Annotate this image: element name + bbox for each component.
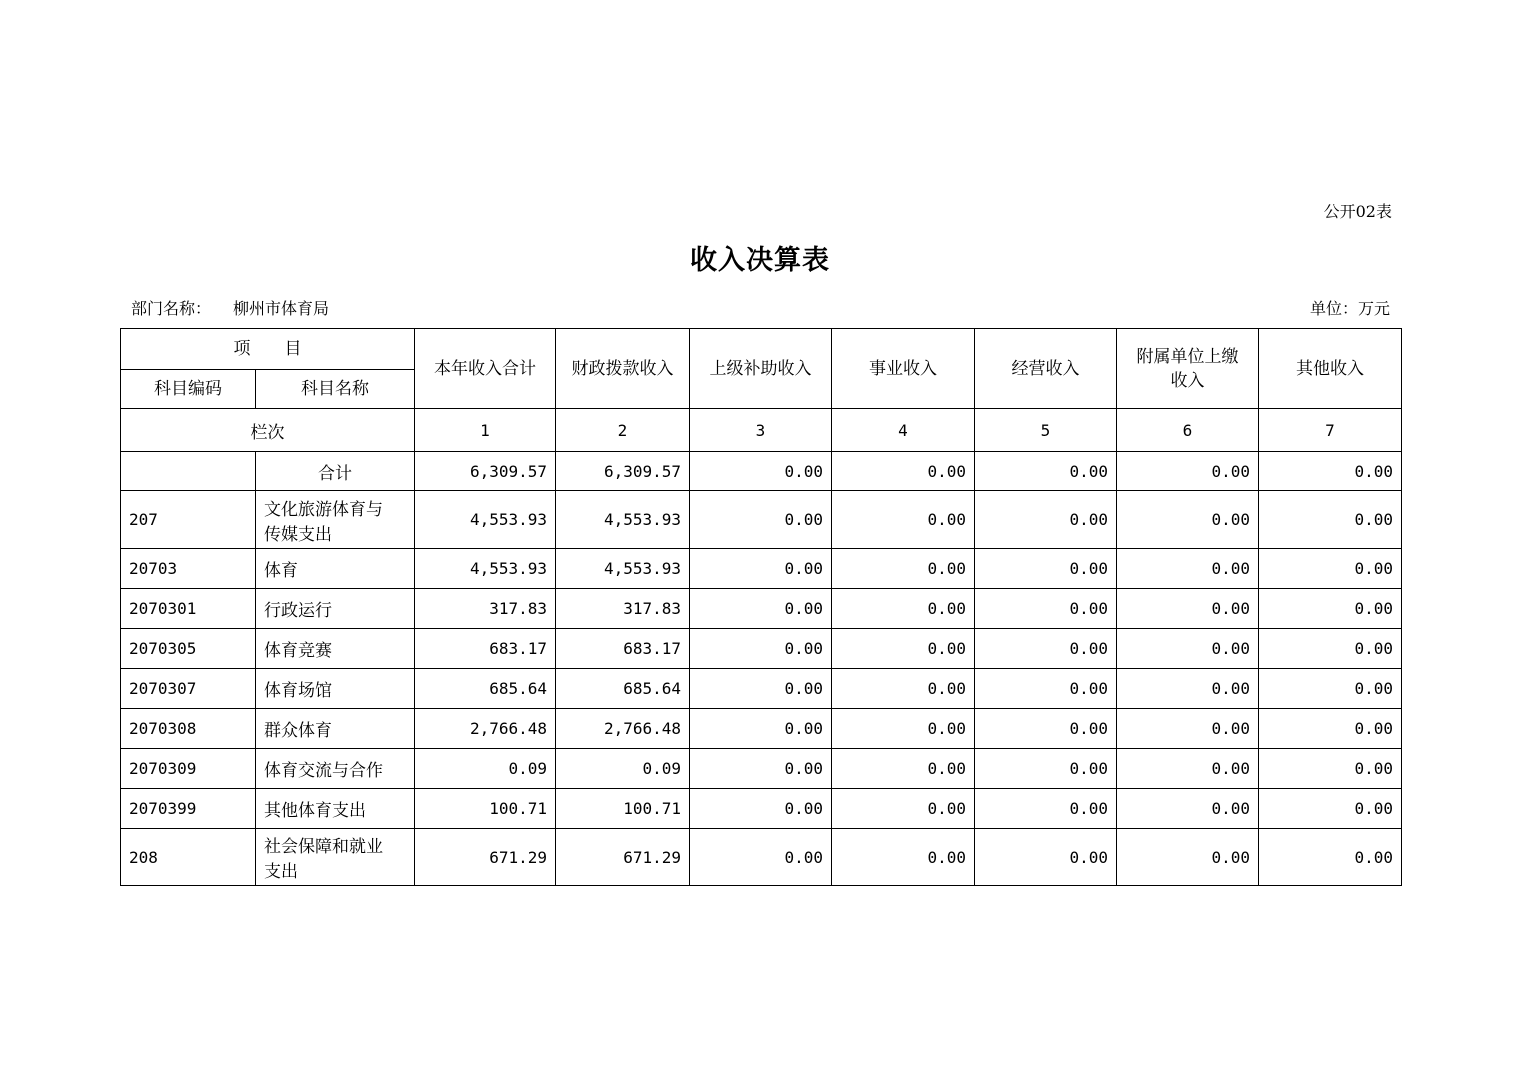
row-value-7: 0.00 (1259, 549, 1402, 589)
row-value-2: 4,553.93 (556, 549, 690, 589)
total-value-7: 0.00 (1259, 452, 1402, 491)
department-label: 部门名称： (131, 299, 212, 318)
table-row (121, 629, 1402, 669)
row-value-6: 0.00 (1117, 709, 1259, 749)
name-header: 科目名称 (256, 370, 415, 409)
row-value-2: 0.09 (556, 749, 690, 789)
row-code: 2070309 (121, 749, 256, 789)
row-value-2: 4,553.93 (556, 491, 690, 549)
col-header-5: 经营收入 (975, 329, 1117, 409)
row-name: 体育交流与合作 (256, 749, 415, 789)
total-value-2: 6,309.57 (556, 452, 690, 491)
table-row (121, 829, 1402, 886)
col-header-7: 其他收入 (1259, 329, 1402, 409)
row-value-4: 0.00 (832, 629, 975, 669)
row-name: 体育场馆 (256, 669, 415, 709)
row-code: 2070301 (121, 589, 256, 629)
row-value-6: 0.00 (1117, 749, 1259, 789)
row-value-6: 0.00 (1117, 549, 1259, 589)
column-index-2: 2 (556, 409, 690, 452)
table-row (121, 749, 1402, 789)
total-value-4: 0.00 (832, 452, 975, 491)
row-value-5: 0.00 (975, 589, 1117, 629)
row-value-2: 100.71 (556, 789, 690, 829)
column-index-4: 4 (832, 409, 975, 452)
department-line (131, 296, 329, 319)
row-value-2: 317.83 (556, 589, 690, 629)
total-code (121, 452, 256, 491)
row-value-7: 0.00 (1259, 829, 1402, 886)
row-value-3: 0.00 (690, 709, 832, 749)
row-value-1: 4,553.93 (415, 491, 556, 549)
row-value-5: 0.00 (975, 629, 1117, 669)
form-number: 公开02表 (1323, 202, 1392, 221)
column-index-1: 1 (415, 409, 556, 452)
column-index-5: 5 (975, 409, 1117, 452)
row-name (256, 829, 415, 886)
row-value-3: 0.00 (690, 829, 832, 886)
row-value-3: 0.00 (690, 669, 832, 709)
row-value-6: 0.00 (1117, 629, 1259, 669)
row-value-1: 671.29 (415, 829, 556, 886)
row-value-1: 0.09 (415, 749, 556, 789)
row-value-6: 0.00 (1117, 829, 1259, 886)
row-code: 2070308 (121, 709, 256, 749)
row-value-3: 0.00 (690, 789, 832, 829)
column-index-label: 栏次 (121, 409, 415, 452)
row-value-5: 0.00 (975, 491, 1117, 549)
total-value-1: 6,309.57 (415, 452, 556, 491)
row-value-4: 0.00 (832, 829, 975, 886)
total-value-3: 0.00 (690, 452, 832, 491)
row-name: 群众体育 (256, 709, 415, 749)
row-code: 20703 (121, 549, 256, 589)
row-value-7: 0.00 (1259, 589, 1402, 629)
unit-label: 单位：万元 (1309, 299, 1390, 318)
row-value-1: 2,766.48 (415, 709, 556, 749)
row-code: 2070399 (121, 789, 256, 829)
row-value-7: 0.00 (1259, 709, 1402, 749)
col-header-6-line1: 附属单位上缴 (1136, 346, 1239, 367)
row-value-6: 0.00 (1117, 589, 1259, 629)
row-value-1: 683.17 (415, 629, 556, 669)
row-code: 2070307 (121, 669, 256, 709)
row-value-3: 0.00 (690, 749, 832, 789)
header-row-1 (121, 329, 1402, 370)
row-value-3: 0.00 (690, 549, 832, 589)
row-value-1: 317.83 (415, 589, 556, 629)
row-code: 207 (121, 491, 256, 549)
row-value-7: 0.00 (1259, 749, 1402, 789)
col-header-6-line2: 收入 (1170, 370, 1205, 391)
col-header-4: 事业收入 (832, 329, 975, 409)
row-value-4: 0.00 (832, 709, 975, 749)
department-name: 柳州市体育局 (233, 299, 330, 318)
row-value-2: 2,766.48 (556, 709, 690, 749)
row-name: 体育竞赛 (256, 629, 415, 669)
row-value-5: 0.00 (975, 549, 1117, 589)
table-row (121, 491, 1402, 549)
total-value-5: 0.00 (975, 452, 1117, 491)
column-index-row (121, 409, 1402, 452)
row-name (256, 491, 415, 549)
row-value-5: 0.00 (975, 789, 1117, 829)
row-value-3: 0.00 (690, 491, 832, 549)
row-value-1: 685.64 (415, 669, 556, 709)
document-title: 收入决算表 (690, 245, 830, 276)
col-header-1: 本年收入合计 (415, 329, 556, 409)
table-row (121, 709, 1402, 749)
row-value-7: 0.00 (1259, 669, 1402, 709)
row-value-2: 685.64 (556, 669, 690, 709)
row-value-7: 0.00 (1259, 629, 1402, 669)
row-value-1: 100.71 (415, 789, 556, 829)
row-value-4: 0.00 (832, 589, 975, 629)
col-header-2: 财政拨款收入 (556, 329, 690, 409)
row-value-3: 0.00 (690, 629, 832, 669)
row-value-6: 0.00 (1117, 491, 1259, 549)
row-value-4: 0.00 (832, 491, 975, 549)
column-index-7: 7 (1259, 409, 1402, 452)
row-name-line1: 文化旅游体育与 (264, 499, 383, 520)
column-index-6: 6 (1117, 409, 1259, 452)
table-row (121, 789, 1402, 829)
row-value-7: 0.00 (1259, 491, 1402, 549)
row-value-5: 0.00 (975, 749, 1117, 789)
row-value-6: 0.00 (1117, 669, 1259, 709)
row-value-5: 0.00 (975, 709, 1117, 749)
col-header-3: 上级补助收入 (690, 329, 832, 409)
row-value-5: 0.00 (975, 669, 1117, 709)
table-row (121, 669, 1402, 709)
row-value-1: 4,553.93 (415, 549, 556, 589)
row-value-4: 0.00 (832, 669, 975, 709)
row-code: 2070305 (121, 629, 256, 669)
row-value-5: 0.00 (975, 829, 1117, 886)
income-report-table (120, 328, 1402, 886)
row-value-4: 0.00 (832, 749, 975, 789)
row-value-2: 683.17 (556, 629, 690, 669)
total-label: 合计 (256, 452, 415, 491)
row-name: 体育 (256, 549, 415, 589)
code-header: 科目编码 (121, 370, 256, 409)
row-value-7: 0.00 (1259, 789, 1402, 829)
project-header (121, 329, 415, 370)
row-name: 其他体育支出 (256, 789, 415, 829)
table-row (121, 549, 1402, 589)
row-name-line2: 传媒支出 (264, 524, 332, 545)
col-header-6 (1117, 329, 1259, 409)
row-value-4: 0.00 (832, 789, 975, 829)
row-name-line2: 支出 (264, 862, 298, 882)
row-value-4: 0.00 (832, 549, 975, 589)
table-row (121, 589, 1402, 629)
total-row (121, 452, 1402, 491)
row-name: 行政运行 (256, 589, 415, 629)
row-code: 208 (121, 829, 256, 886)
row-value-2: 671.29 (556, 829, 690, 886)
project-header-a: 项 (233, 339, 251, 359)
row-name-line1: 社会保障和就业 (264, 837, 383, 857)
row-value-3: 0.00 (690, 589, 832, 629)
column-index-3: 3 (690, 409, 832, 452)
total-value-6: 0.00 (1117, 452, 1259, 491)
row-value-6: 0.00 (1117, 789, 1259, 829)
project-header-b: 目 (284, 339, 302, 359)
